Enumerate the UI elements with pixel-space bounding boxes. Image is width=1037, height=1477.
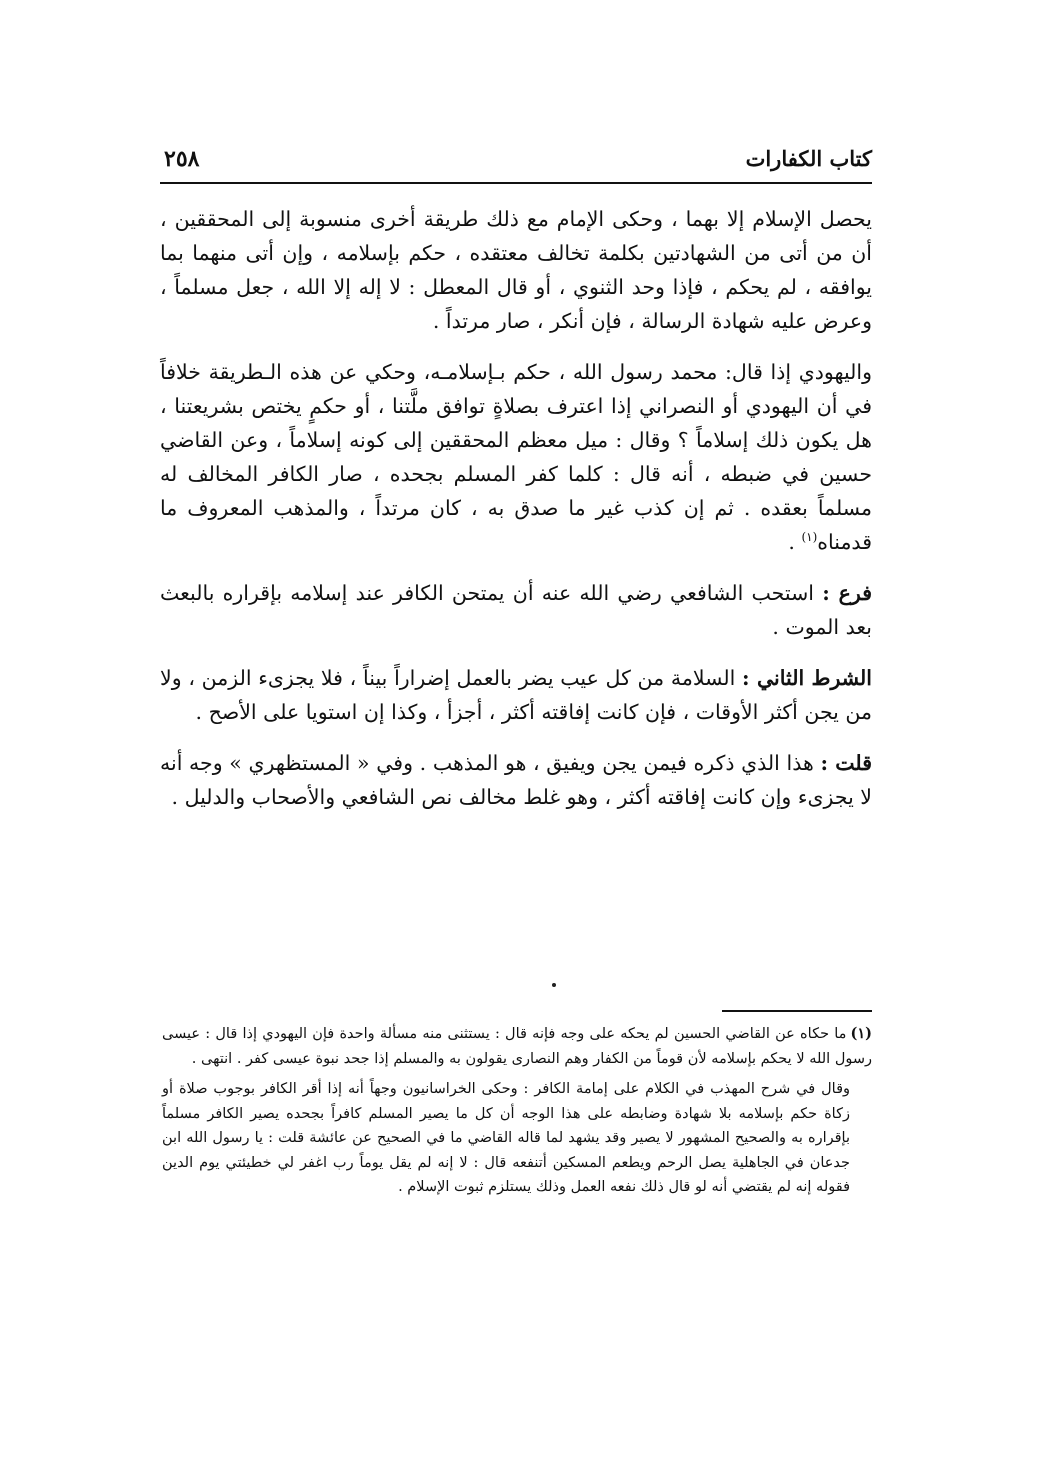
footnote-1-continuation: [162, 1077, 872, 1200]
paragraph-4-text: السلامة من كل عيب يضر بالعمل إضراراً بيناً ، فلا يجزىء الزمن ، ولا من يجن أكثر الأوقات ، فإن كانت إفاقته أكثر ، أجزأ ، وكذا إن استويا على الأصح .: [160, 666, 872, 724]
page-content: [160, 140, 872, 831]
footnote-marker: (١): [801, 530, 818, 545]
footnote-1-text: ما حكاه عن القاضي الحسين لم يحكه على وجه فإنه قال : يستثنى منه مسألة واحدة فإن اليهودي إذا قال : عيسى رسول الله لا يحكم بإسلامه لأن قوماً من الكفار وهم النصارى يقولون به والمسلم إذا جحد نبوة عيسى كفر . انتهى .: [162, 1026, 872, 1067]
paragraph-5-text: هذا الذي ذكره فيمن يجن ويفيق ، هو المذهب . وفي « المستظهري » وجه أنه لا يجزىء وإن كانت إفاقته أكثر ، وهو غلط مخالف نص الشافعي والأصحاب والدليل .: [160, 751, 872, 809]
paragraph-2-end: .: [788, 530, 802, 554]
footnote-rule: [722, 1010, 872, 1012]
header-rule: [160, 182, 872, 184]
footnotes: [162, 1022, 872, 1206]
main-text: [160, 202, 872, 814]
paragraph-4: [160, 661, 872, 729]
paragraph-4-lead: الشرط الثاني :: [742, 666, 872, 690]
running-title: كتاب الكفارات: [745, 146, 872, 171]
stray-dot: [552, 983, 556, 987]
paragraph-3: [160, 576, 872, 644]
footnote-2-text: وقال في شرح المهذب في الكلام على إمامة الكافر : وحكى الخراسانيون وجهاً أنه إذا أقر الكافر بوجوب صلاة أو زكاة حكم بإسلامه بلا شهادة وضابطه على هذا الوجه أن كل ما يصير المسلم كافراً بجحده يصير الكافر مسلماً بإقراره به والصحيح المشهور لا يصير وقد يشهد لما قاله القاضي ما في الصحيح عن عائشة قلت : يا رسول الله ابن جدعان في الجاهلية يصل الرحم ويطعم المسكين أتنفعه قال : لا إنه لم يقل يوماً رب اغفر لي خطيئتي يوم الدين فقوله إنه لم يقتضي أنه لو قال ذلك نفعه العمل وذلك يستلزم ثبوت الإسلام .: [162, 1081, 850, 1195]
paragraph-1-text: يحصل الإسلام إلا بهما ، وحكى الإمام مع ذلك طريقة أخرى منسوبة إلى المحققين ، أن من أتى من الشهادتين بكلمة تخالف معتقده ، حكم بإسلامه ، وإن أتى منهما بما يوافقه ، لم يحكم ، فإذا وحد الثنوي ، أو قال المعطل : لا إله إلا الله ، جعل مسلماً ، وعرض عليه شهادة الرسالة ، فإن أنكر ، صار مرتداً .: [160, 207, 872, 333]
footnote-1: [162, 1022, 872, 1071]
page-number: ٢٥٨: [164, 146, 200, 172]
paragraph-1: [160, 202, 872, 338]
paragraph-5-lead: قلت :: [820, 751, 873, 775]
paragraph-2: [160, 355, 872, 559]
page-header: [160, 140, 872, 182]
paragraph-5: [160, 746, 872, 814]
footnote-number: (١): [850, 1025, 872, 1042]
paragraph-2-text: واليهودي إذا قال: محمد رسول الله ، حكم بـإسلامـه، وحكي عن هذه الـطريقة خلافاً في أن اليهودي أو النصراني إذا اعترف بصلاةٍ توافق ملَّتنا ، أو حكمٍ يختص بشريعتنا ، هل يكون ذلك إسلاماً ؟ وقال : ميل معظم المحققين إلى كونه إسلاماً ، وعن القاضي حسين في ضبطه ، أنه قال : كلما كفر المسلم بجحده ، صار الكافر المخالف له مسلماً بعقده . ثم إن كذب غير ما صدق به ، كان مرتداً ، والمذهب المعروف ما قدمناه: [160, 360, 872, 554]
paragraph-3-text: استحب الشافعي رضي الله عنه أن يمتحن الكافر عند إسلامه بإقراره بالبعث بعد الموت .: [160, 581, 872, 639]
paragraph-3-lead: فرع :: [822, 581, 872, 605]
